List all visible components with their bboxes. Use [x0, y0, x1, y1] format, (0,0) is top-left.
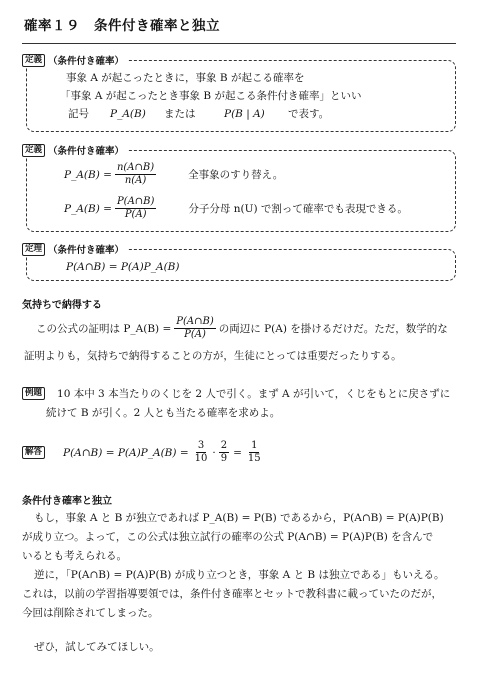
- denominator: P(A): [184, 329, 206, 340]
- definition-1-line-3: [68, 106, 329, 121]
- fraction: [115, 162, 156, 187]
- formula-probability: [64, 196, 408, 221]
- proof-line-1: [36, 316, 448, 341]
- numerator: n(A∩B): [116, 162, 155, 173]
- page-title: 確率１９ 条件付き確率と独立: [24, 18, 220, 34]
- formula-lhs: P_A(B) =: [64, 202, 112, 215]
- formula-note: 全事象のすり替え。: [188, 169, 284, 181]
- answer-tag: 解答: [22, 446, 45, 459]
- independence-line-6: 今回は削除されてしまった。: [22, 607, 159, 619]
- denominator: 10: [194, 453, 208, 464]
- definition-1-line-1: 事象 A が起こったときに，事象 B が起こる確率を: [66, 72, 305, 84]
- theorem-tag: 定理: [22, 243, 45, 256]
- example-line-2: 続けて B が引く。2 人とも当たる確率を求めよ。: [46, 407, 281, 419]
- theorem-label: [22, 242, 128, 256]
- fraction: [219, 440, 229, 465]
- fraction: [115, 196, 156, 221]
- proof-text-b: の両辺に P(A) を掛けるだけだ。ただ，数学的な: [218, 323, 448, 335]
- answer-formula: P(A∩B) = P(A)P_A(B) =: [63, 446, 189, 459]
- formula-lhs: P_A(B) =: [64, 168, 112, 181]
- independence-line-2: が成り立つ。よって，この公式は独立試行の確率の公式 P(A∩B) = P(A)P(B) を含んで: [22, 531, 434, 543]
- answer-line: [22, 440, 263, 465]
- independence-line-3: いるとも考えられる。: [22, 550, 127, 562]
- section-heading: 気持ちで納得する: [22, 300, 102, 311]
- notation-end: で表す。: [288, 108, 330, 120]
- theorem-formula: P(A∩B) = P(A)P_A(B): [66, 261, 180, 273]
- numerator: 1: [251, 440, 258, 451]
- notation-symbol-1: P_A(B): [110, 107, 146, 120]
- example-text-1: 10 本中 3 本当たりのくじを 2 人で引く。まず A が引いて，くじをもとに戻さずに: [57, 388, 451, 400]
- fraction: [246, 440, 263, 465]
- independence-line-4: 逆に，「P(A∩B) = P(A)P(B) が成り立つとき，事象 A と B は独立である」もいえる。: [34, 569, 445, 581]
- proof-line-2: 証明よりも，気持ちで納得することの方が，生徒にとっては重要だったりする。: [24, 350, 402, 362]
- definition-1-line-2: 「事象 A が起こったとき事象 B が起こる条件付き確率」といい: [60, 90, 362, 102]
- title-divider: [22, 43, 456, 44]
- notation-or: または: [164, 108, 196, 120]
- example-tag: 例題: [22, 387, 45, 400]
- numerator: 3: [197, 440, 205, 451]
- numerator: 2: [220, 440, 228, 451]
- fraction: [174, 316, 215, 341]
- definition-tag: 定義: [22, 54, 45, 67]
- definition-2-label: [22, 143, 128, 157]
- section-heading: 条件付き確率と独立: [22, 496, 112, 507]
- multiply-dot: ·: [212, 446, 216, 459]
- formula-count: [64, 162, 283, 187]
- formula-note: 分子分母 n(U) で割って確率でも表現できる。: [188, 203, 408, 215]
- notation-symbol-2: P(B | A): [224, 107, 265, 120]
- theorem-heading: （条件付き確率）: [48, 245, 125, 256]
- definition-1-label: [22, 53, 128, 67]
- numerator: P(A∩B): [116, 196, 155, 207]
- equals-sign: =: [233, 446, 242, 459]
- independence-line-5: これは，以前の学習指導要領では，条件付き確率とセットで教科書に載っていたのだが，: [22, 588, 442, 600]
- independence-line-1: もし，事象 A と B が独立であれば P_A(B) = P(B) であるから，P(A∩B) = P(A)P(B): [34, 512, 444, 524]
- definition-heading: （条件付き確率）: [48, 146, 125, 157]
- denominator: P(A): [124, 209, 147, 220]
- definition-heading: （条件付き確率）: [48, 56, 125, 67]
- definition-tag: 定義: [22, 144, 45, 157]
- numerator: P(A∩B): [176, 316, 214, 327]
- fraction: [193, 440, 210, 465]
- example-line-1: [22, 386, 450, 401]
- denominator: 9: [220, 453, 228, 464]
- denominator: n(A): [124, 175, 147, 186]
- closing-line: ぜひ，試してみてほしい。: [34, 641, 160, 653]
- notation-label: 記号: [68, 108, 89, 120]
- proof-text-a: この公式の証明は P_A(B) =: [36, 323, 172, 335]
- denominator: 15: [247, 453, 261, 464]
